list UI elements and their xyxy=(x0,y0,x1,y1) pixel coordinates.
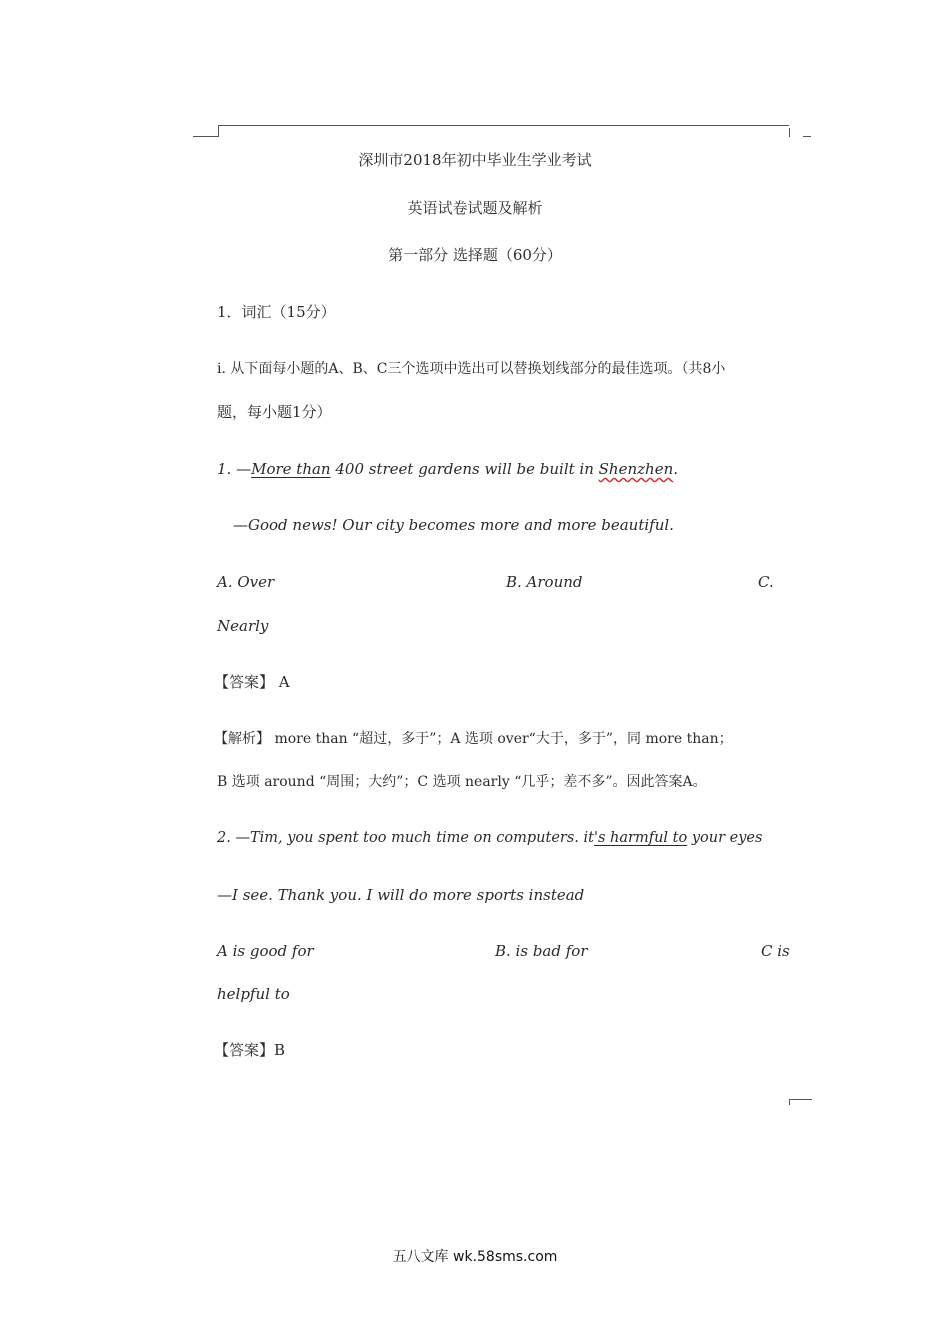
question-1 xyxy=(217,459,678,479)
question-1-middle: 400 street gardens will be built in xyxy=(330,460,599,478)
question-1-option-b: B. Around xyxy=(506,573,583,591)
question-2-option-b: B. is bad for xyxy=(495,942,588,960)
instruction-line-1: i. 从下面每小题的A、B、C三个选项中选出可以替换划线部分的最佳选项。（共8小 xyxy=(217,361,726,377)
question-2-option-a: A is good for xyxy=(217,942,314,960)
question-2 xyxy=(217,828,762,848)
part-heading: 第一部分 选择题（60分） xyxy=(388,246,562,264)
question-1-underlined: More than xyxy=(251,460,331,478)
header-rule xyxy=(219,125,789,126)
question-1-analysis-line-1: 【解析】 more than “超过，多于”；A 选项 over“大于，多于”，同 more than； xyxy=(214,731,733,747)
question-1-option-a: A. Over xyxy=(217,573,275,591)
question-1-answer: 【答案】 A xyxy=(214,673,290,691)
crop-mark-top-right-v xyxy=(789,128,790,137)
question-2-end: your eyes xyxy=(687,830,763,846)
crop-mark-top-left-h xyxy=(193,136,219,137)
question-2-prefix: 2. —Tim, you spent too much time on computers. it xyxy=(217,830,594,846)
question-2-underlined: 's harmful to xyxy=(594,830,688,846)
question-2-option-c-text: helpful to xyxy=(217,985,290,1003)
question-1-reply: —Good news! Our city becomes more and more beautiful. xyxy=(233,516,674,534)
question-1-option-c: C. xyxy=(758,573,774,591)
document-title: 深圳市2018年初中毕业生学业考试 xyxy=(358,151,592,169)
crop-mark-bottom-right-h xyxy=(789,1099,812,1100)
crop-mark-top-right-h xyxy=(803,136,811,137)
question-2-reply: —I see. Thank you. I will do more sports instead xyxy=(217,886,585,904)
document-subtitle: 英语试卷试题及解析 xyxy=(407,199,543,217)
question-1-analysis-line-2: B 选项 around “周围；大约”；C 选项 nearly “几乎；差不多”。因此答案A。 xyxy=(217,774,707,790)
crop-mark-top-left-v xyxy=(218,125,219,137)
question-2-answer: 【答案】B xyxy=(214,1041,286,1059)
site-footer: 五八文库 wk.58sms.com xyxy=(392,1249,558,1265)
question-1-wavy: Shenzhen xyxy=(598,460,674,478)
question-1-end: . xyxy=(673,460,679,478)
instruction-line-2: 题，每小题1分） xyxy=(217,403,332,421)
section-heading: 1．词汇（15分） xyxy=(217,303,336,321)
question-1-prefix: 1. — xyxy=(217,460,252,478)
question-1-option-c-text: Nearly xyxy=(217,617,269,635)
crop-mark-bottom-right-v xyxy=(789,1099,790,1105)
question-2-option-c: C is xyxy=(761,942,790,960)
